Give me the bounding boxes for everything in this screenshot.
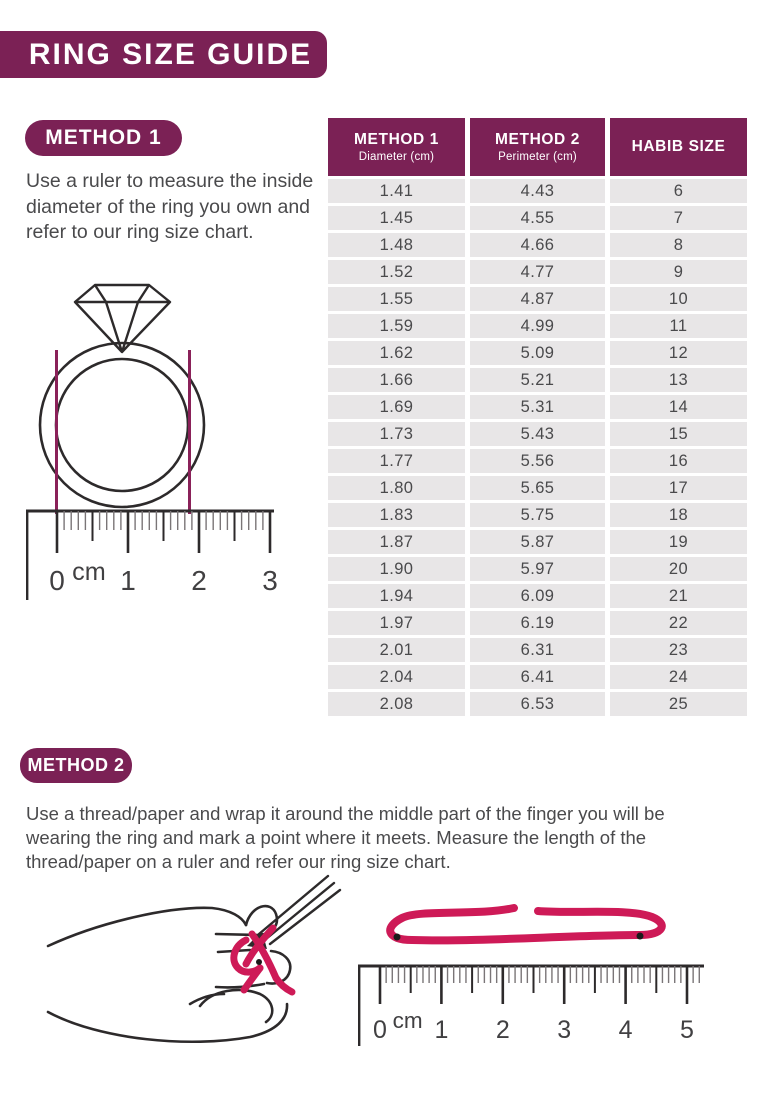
table-cell: 1.94	[328, 584, 465, 608]
ruler-unit-label: cm	[392, 1008, 423, 1033]
table-cell: 4.66	[470, 233, 605, 257]
table-cell: 12	[610, 341, 747, 365]
ruler-tick-label: 0	[49, 565, 65, 596]
size-table	[328, 118, 747, 716]
method2-badge	[20, 748, 132, 783]
table-cell: 5.97	[470, 557, 605, 581]
table-cell: 14	[610, 395, 747, 419]
ruler-tick-label: 1	[120, 565, 136, 596]
table-cell: 1.66	[328, 368, 465, 392]
table-cell: 21	[610, 584, 747, 608]
table-cell: 1.52	[328, 260, 465, 284]
table-cell: 23	[610, 638, 747, 662]
table-header-habib-size: HABIB SIZE	[610, 118, 747, 176]
table-cell: 10	[610, 287, 747, 311]
ruler-unit-label: cm	[72, 558, 106, 586]
table-cell: 1.45	[328, 206, 465, 230]
table-cell: 1.69	[328, 395, 465, 419]
table-cell: 6.53	[470, 692, 605, 716]
table-cell: 6.09	[470, 584, 605, 608]
table-cell: 6.41	[470, 665, 605, 689]
table-cell: 22	[610, 611, 747, 635]
table-cell: 1.87	[328, 530, 465, 554]
table-cell: 2.08	[328, 692, 465, 716]
table-cell: 19	[610, 530, 747, 554]
page-title: RING SIZE GUIDE	[28, 37, 313, 71]
ruler-tick-label: 3	[262, 565, 278, 596]
table-cell: 24	[610, 665, 747, 689]
ruler-tick-label: 0	[373, 1016, 387, 1044]
table-cell: 2.04	[328, 665, 465, 689]
table-cell: 1.80	[328, 476, 465, 500]
table-cell: 11	[610, 314, 747, 338]
ruler-tick-label: 3	[557, 1016, 572, 1044]
table-cell: 8	[610, 233, 747, 257]
table-cell: 4.43	[470, 179, 605, 203]
table-cell: 1.62	[328, 341, 465, 365]
method1-badge-label: METHOD 1	[45, 126, 162, 149]
method1-description: Use a ruler to measure the inside diameter of the ring you own and refer to our ring size chart.	[26, 170, 314, 244]
table-cell: 6	[610, 179, 747, 203]
table-cell: 7	[610, 206, 747, 230]
hand-thread-figure	[40, 872, 360, 1064]
table-cell: 2.01	[328, 638, 465, 662]
table-cell: 5.65	[470, 476, 605, 500]
method2-badge-label: METHOD 2	[27, 755, 125, 775]
table-cell: 1.90	[328, 557, 465, 581]
table-cell: 20	[610, 557, 747, 581]
table-cell: 5.31	[470, 395, 605, 419]
thread-icon	[390, 908, 662, 940]
table-header-method1: METHOD 1 Diameter (cm)	[328, 118, 465, 176]
table-cell: 1.77	[328, 449, 465, 473]
thread-mark-right-dot	[637, 933, 644, 940]
table-cell: 4.99	[470, 314, 605, 338]
table-cell: 4.55	[470, 206, 605, 230]
table-cell: 1.73	[328, 422, 465, 446]
page-title-banner	[0, 31, 327, 78]
ruler-tick-label: 1	[434, 1016, 449, 1044]
table-cell: 5.87	[470, 530, 605, 554]
table-cell: 4.77	[470, 260, 605, 284]
table-cell: 4.87	[470, 287, 605, 311]
ring-measurement-figure	[20, 278, 300, 608]
table-cell: 1.59	[328, 314, 465, 338]
table-cell: 16	[610, 449, 747, 473]
table-cell: 6.19	[470, 611, 605, 635]
table-cell: 1.48	[328, 233, 465, 257]
thread-mark-left-dot	[394, 934, 401, 941]
table-cell: 5.09	[470, 341, 605, 365]
ruler-tick-label: 4	[618, 1016, 633, 1044]
ring-icon	[40, 343, 204, 507]
table-cell: 18	[610, 503, 747, 527]
ruler-tick-label: 5	[680, 1016, 694, 1044]
diameter-measure-lines	[57, 350, 190, 514]
table-cell: 1.83	[328, 503, 465, 527]
table-cell: 6.31	[470, 638, 605, 662]
ruler-tick-label: 2	[495, 1016, 510, 1044]
method2-ruler-figure	[352, 958, 712, 1053]
table-cell: 13	[610, 368, 747, 392]
table-cell: 15	[610, 422, 747, 446]
method1-badge	[25, 120, 182, 156]
table-cell: 5.21	[470, 368, 605, 392]
table-cell: 1.55	[328, 287, 465, 311]
table-cell: 5.56	[470, 449, 605, 473]
table-cell: 1.97	[328, 611, 465, 635]
table-cell: 9	[610, 260, 747, 284]
thread-length-figure	[372, 896, 672, 960]
table-cell: 1.41	[328, 179, 465, 203]
table-header-method2: METHOD 2 Perimeter (cm)	[470, 118, 605, 176]
method2-description: Use a thread/paper and wrap it around the middle part of the finger you will be wearing the ring and mark a point where it meets. Measure the length of the thread/paper on a ruler and refer our ring size chart.	[26, 803, 665, 873]
table-cell: 25	[610, 692, 747, 716]
table-cell: 5.43	[470, 422, 605, 446]
table-cell: 5.75	[470, 503, 605, 527]
mark-point-dot	[256, 959, 262, 965]
table-cell: 17	[610, 476, 747, 500]
ruler-tick-label: 2	[191, 565, 207, 596]
thread-on-finger-icon	[234, 928, 292, 992]
